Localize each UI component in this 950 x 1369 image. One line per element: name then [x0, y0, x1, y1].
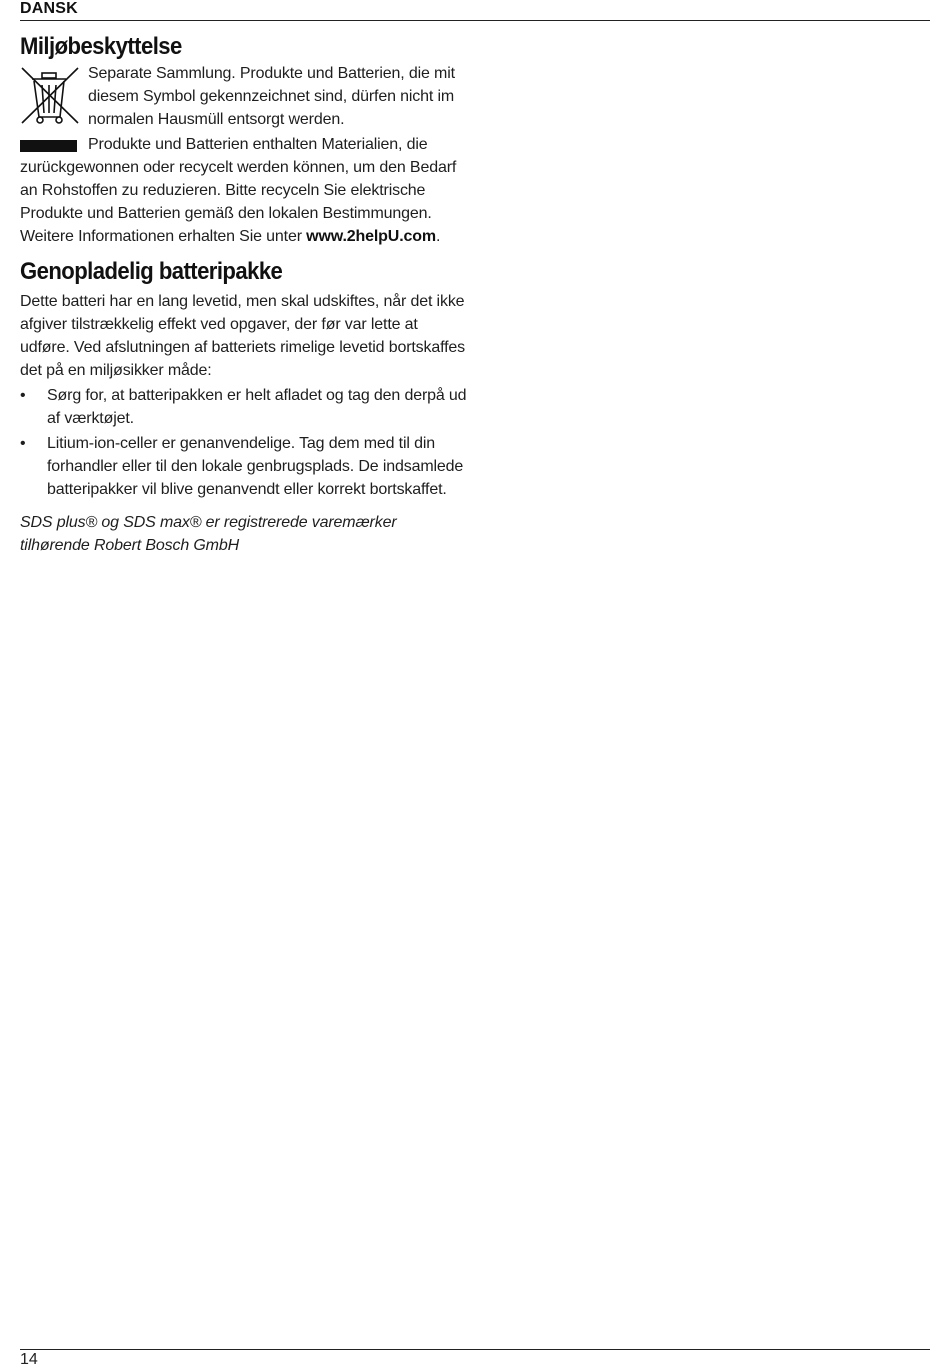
list-item	[20, 432, 470, 501]
bullet-icon: •	[20, 435, 26, 452]
materials-text-body: zurückgewonnen oder recycelt werden können, um den Bedarf an Rohstoffen zu reduzieren. Bitte recyceln Sie elektrische Produkte und Batterien gemäß den lokalen Bestimmungen. Weitere Informationen erhalten Sie unter	[20, 159, 457, 245]
separate-collection-text: Separate Sammlung. Produkte und Batterien, die mit diesem Symbol gekennzeichnet sind, dürfen nicht im normalen Hausmüll entsorgt werden.	[88, 65, 455, 128]
page-number: 14	[20, 1351, 38, 1368]
bullet-text: Litium-ion-celler er genanvendelige. Tag dem med til din forhandler eller til den lokale genbrugsplads. De indsamlede batteripakker vil blive genanvendt eller korrekt bortskaffet.	[47, 435, 464, 498]
battery-intro-text: Dette batteri har en lang levetid, men skal udskiftes, når det ikke afgiver tilstrækkelig effekt ved opgaver, der før var lette at udføre. Ved afslutningen af batteriets rimelige levetid bortskaffes det på en miljøsikker måde:	[20, 293, 466, 379]
trademark-notice: SDS plus® og SDS max® er registrerede varemærker tilhørende Robert Bosch GmbH	[20, 514, 397, 554]
section-title-environment: Miljøbeskyttelse	[20, 33, 182, 60]
crossed-out-wheelie-bin-icon	[20, 65, 80, 127]
period: .	[435, 228, 441, 245]
footer-divider	[20, 1349, 930, 1350]
black-bar-symbol	[20, 140, 77, 152]
language-label: DANSK	[20, 0, 78, 17]
website-link[interactable]: www.2helpU.com	[306, 228, 436, 245]
bullet-text: Sørg for, at batteripakken er helt afladet og tag den derpå ud af værktøjet.	[47, 387, 467, 427]
battery-bullet-list	[20, 384, 470, 501]
materials-text-first-line: Produkte und Batterien enthalten Materialien, die	[88, 136, 428, 153]
section-title-battery: Genopladelig batteripakke	[20, 258, 283, 285]
bullet-icon: •	[20, 387, 26, 404]
materials-text	[20, 156, 470, 248]
header-divider	[20, 20, 930, 21]
list-item	[20, 384, 470, 430]
